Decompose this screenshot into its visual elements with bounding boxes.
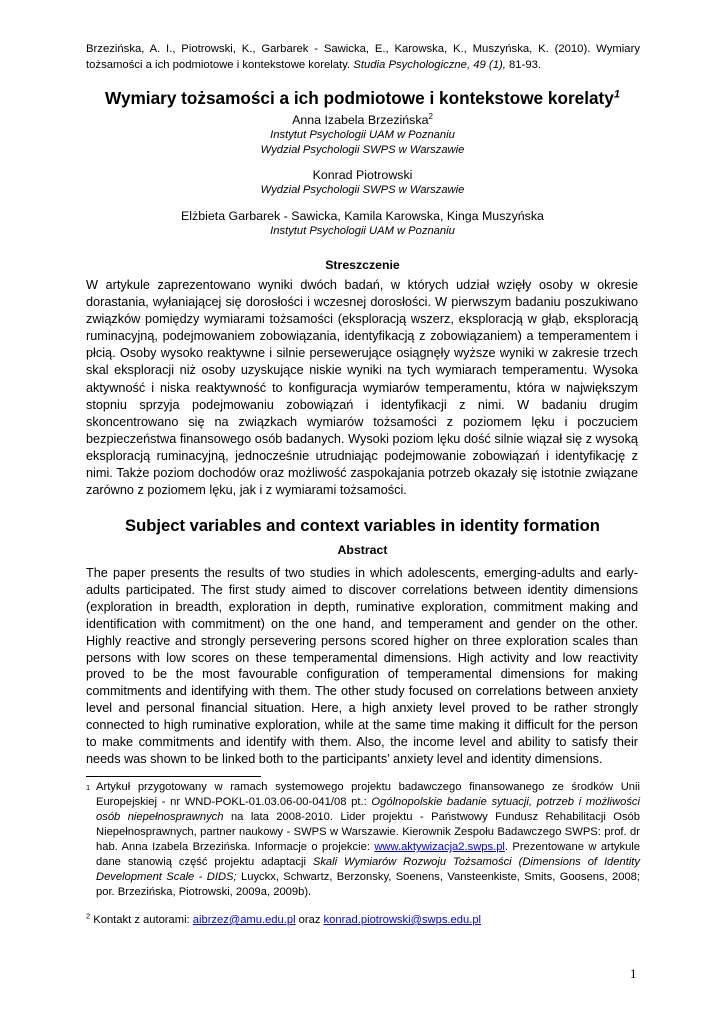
abstract-pl-heading: Streszczenie	[325, 258, 400, 272]
author-affiliation: Wydział Psychologii SWPS w Warszawie	[260, 184, 465, 196]
footnote-1: 1 Artykuł przygotowany w ramach systemowego projektu badawczego finansowanego ze środków Unii Europejskiej - nr WND-POKL-01.03.06-00-041/08 pt.: Ogólnopolskie badanie sytuacji, potrzeb i możliwości osób niepełnosprawnych na lata 2008-2010. Lider projektu - Państwowy Fundusz Rehabilitacji Osób Niepełnosprawnych, partner naukowy - SWPS w Warszawie. Kierownik Zespołu Badawczego SWPS: prof. dr hab. Anna Izabela Brzezińska. Informacje o projekcie: www.aktywizacja2.swps.pl. Prezentowane w artykule dane stanowią część projektu adaptacji Skali Wymiarów Rozwoju Tożsamości (Dimensions of Identity Development Scale - DIDS; Luyckx, Schwartz, Berzonsky, Soenens, Vansteenkiste, Smits, Goosens, 2008; por. Brzezińska, Piotrowski, 2009a, 2009b).	[86, 781, 641, 898]
footnote-number: 1	[86, 783, 91, 792]
abstract-en-text: The paper presents the results of two studies in which adolescents, emerging-adults and early-adults participated. The first study aimed to discover correlations between identity dimensions (exploration in breadth, exploration in depth, ruminative exploration, commitment making and identification with commitment) on the one hand, and temperament and gender on the other. Highly reactive and strongly persevering persons scored higher on three exploration scales than persons with low scores on these temperamental dimensions. High activity and low reactivity proved to be the most favourable configuration of temperamental dimensions for making commitments and identifying with them. The other study focused on correlations between anxiety level and personal financial situation. Here, a high anxiety level proved to be rather strongly connected to high ruminative exploration, while at the same time making it difficult for the person to make commitments and identify with them. Also, the income level and ability to satisfy their needs was shown to be linked both to the participants’ anxiety level and identity dimensions.	[86, 566, 638, 766]
project-link[interactable]: www.aktywizacja2.swps.pl	[374, 841, 505, 853]
author-name: Konrad Piotrowski	[312, 168, 413, 182]
citation-authors: Brzezińska, A. I., Piotrowski, K., Garbarek - Sawicka, E., Karowska, K., Muszyńska, K. (2010). Wymiary tożsamości a ich podmiotowe i kontekstowe korelaty.	[86, 43, 640, 71]
citation-header	[86, 42, 640, 73]
citation-pages: 81-93.	[509, 58, 542, 71]
email-link-1[interactable]: aibrzez@amu.edu.pl	[192, 914, 296, 926]
authors-block	[60, 113, 665, 238]
page-number: 1	[630, 966, 637, 981]
footnote-separator	[86, 776, 261, 777]
abstract-pl-text: W artykule zaprezentowano wyniki dwóch badań, w których udział wzięły osoby w okresie dorastania, wyłaniającej się dorosłości i wczesnej dorosłości. W pierwszym badaniu poszukiwano związków pomiędzy wymiarami tożsamości (eksploracją wszerz, eksploracją w głąb, eksploracją ruminacyjną, podejmowaniem zobowiązania, identyfikacją z zobowiązaniem) a temperamentem i płcią. Osoby wysoko reaktywne i silnie perseweruјące osiągnęły wyższe wyniki w zakresie trzech skal eksploracji niż osoby uzyskujące niskie wyniki na tych wymiarach temperamentu. Wysoka aktywność i niska reaktywność to konfiguracja wymiarów temperamentu, która w największym stopniu sprzyja podejmowaniu zobowiązań i identyfikacji z nimi. W badaniu drugim skoncentrowano się na związkach wymiarów tożsamości z poziomem lęku i poczuciem bezpieczeństwa finansowego osób badanych. Wysoki poziom lęku dość silnie wiązał się z wysoką eksploracją ruminacyjną, jednocześnie utrudniając podejmowanie zobowiązań i identyfikację z nimi. Także poziom dochodów oraz możliwość zaspokajania potrzeb okazały się istotnie związane zarówno z poziomem lęku, jak i z wymiarami tożsamości.	[86, 278, 638, 498]
author-affiliation: Instytut Psychologii UAM w Poznaniu	[270, 129, 455, 141]
author-name: Elżbieta Garbarek - Sawicka, Kamila Karowska, Kinga Muszyńska	[181, 208, 544, 223]
author-affiliation: Wydział Psychologii SWPS w Warszawie	[260, 143, 465, 156]
title-footnote-marker: 1	[613, 88, 620, 101]
author-affiliation: Instytut Psychologii UAM w Poznaniu	[270, 224, 455, 237]
author-name: Anna Izabela Brzezińska$^2$	[292, 111, 433, 127]
footnote-2: $^2$ Kontakt z autorami: aibrzez@amu.edu.pl oraz konrad.piotrowski@swps.edu.pl	[86, 911, 482, 926]
abstract-en-heading: Abstract	[337, 543, 388, 557]
citation-journal: Studia Psychologiczne, 49 (1),	[353, 58, 506, 71]
email-link-2[interactable]: konrad.piotrowski@swps.edu.pl	[323, 914, 482, 926]
paper-title-pl: Wymiary tożsamości a ich podmiotowe i kontekstowe korelaty$^1$	[105, 88, 620, 108]
author-footnote-marker: 2	[428, 111, 433, 121]
paper-title-en: Subject variables and context variables in identity formation	[125, 516, 600, 535]
footnote-number: 2	[86, 911, 91, 921]
